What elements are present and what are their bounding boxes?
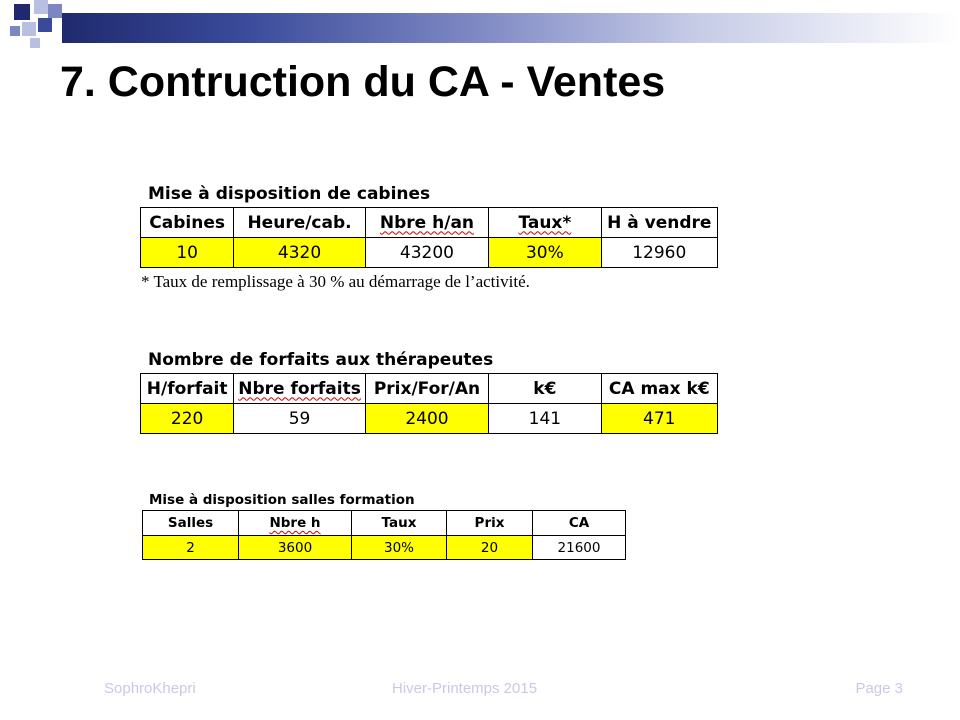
table-header-row	[143, 511, 626, 536]
table-cell: 220	[141, 404, 234, 434]
col-header: Cabines	[141, 208, 234, 238]
decor-square	[10, 26, 20, 36]
col-header-text: Nbre forfaits	[238, 378, 361, 399]
decor-square	[30, 38, 40, 48]
table-cell: 10	[141, 238, 234, 268]
col-header	[489, 208, 601, 238]
decor-square	[34, 0, 48, 14]
col-header: Heure/cab.	[234, 208, 365, 238]
table-cell: 21600	[533, 536, 626, 560]
table-cell: 12960	[601, 238, 717, 268]
header-decoration	[0, 0, 960, 48]
table-cell: 43200	[365, 238, 488, 268]
table-header-row	[141, 208, 718, 238]
table-cell: 3600	[239, 536, 352, 560]
col-header-text: Nbre h	[269, 515, 321, 531]
footer-center: Hiver-Printemps 2015	[392, 680, 538, 697]
decor-square	[48, 4, 62, 18]
cabines-caption: Mise à disposition de cabines	[148, 184, 431, 204]
slide-title: 7. Contruction du CA - Ventes	[60, 58, 666, 106]
table-row	[141, 404, 718, 434]
decor-square	[14, 4, 30, 20]
col-header-text: Nbre h/an	[379, 212, 475, 233]
table-cell: 59	[234, 404, 365, 434]
salles-table	[142, 510, 626, 560]
col-header: H/forfait	[141, 374, 234, 404]
cabines-block	[140, 181, 718, 268]
forfaits-caption: Nombre de forfaits aux thérapeutes	[148, 350, 494, 370]
col-header: CA	[533, 511, 626, 536]
col-header: Prix	[447, 511, 533, 536]
col-header-text: Taux*	[518, 212, 572, 233]
footer-page-number: Page 3	[855, 680, 903, 697]
table-cell: 471	[601, 404, 717, 434]
col-header: H à vendre	[601, 208, 717, 238]
table-row	[141, 238, 718, 268]
decor-square	[22, 22, 36, 36]
col-header: Salles	[143, 511, 239, 536]
table-cell: 20	[447, 536, 533, 560]
table-cell: 4320	[234, 238, 365, 268]
col-header: CA max k€	[601, 374, 717, 404]
footer-left: SophroKhepri	[104, 680, 196, 697]
col-header	[234, 374, 365, 404]
header-gradient-bar	[62, 13, 960, 43]
forfaits-table	[140, 373, 718, 434]
col-header	[365, 208, 488, 238]
col-header: Taux	[352, 511, 447, 536]
table-row	[143, 536, 626, 560]
table-cell: 141	[489, 404, 601, 434]
cabines-footnote: * Taux de remplissage à 30 % au démarrage de l’activité.	[141, 272, 530, 291]
table-header-row	[141, 374, 718, 404]
salles-block	[142, 490, 626, 560]
cabines-table	[140, 207, 718, 268]
decor-square	[38, 18, 52, 32]
col-header	[239, 511, 352, 536]
table-cell: 2	[143, 536, 239, 560]
table-cell: 30%	[489, 238, 601, 268]
table-cell: 30%	[352, 536, 447, 560]
col-header: Prix/For/An	[365, 374, 488, 404]
salles-caption: Mise à disposition salles formation	[149, 492, 415, 508]
col-header: k€	[489, 374, 601, 404]
forfaits-block	[140, 347, 718, 434]
table-cell: 2400	[365, 404, 488, 434]
